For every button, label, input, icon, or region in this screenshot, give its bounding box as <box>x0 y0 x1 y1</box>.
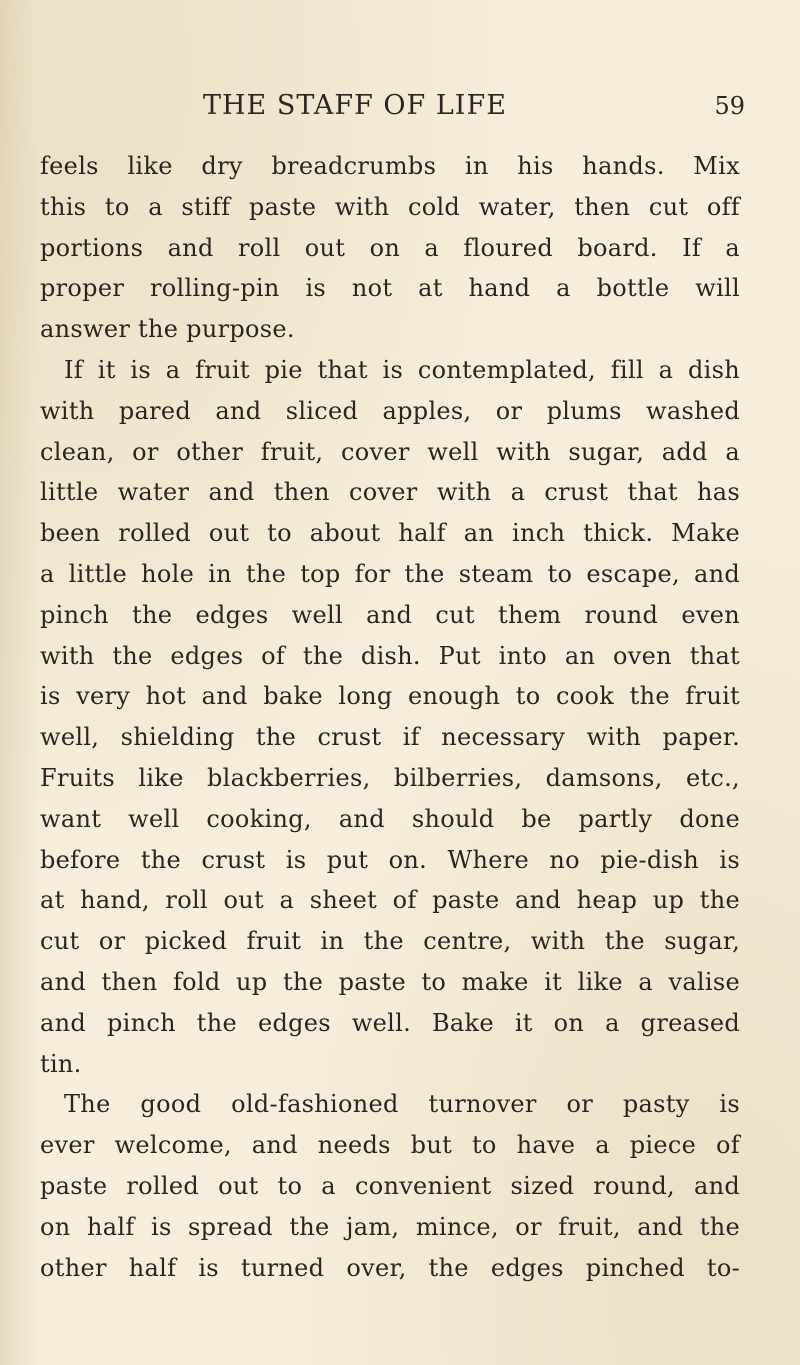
text-line: feels like dry breadcrumbs in his hands. Mix <box>40 152 740 180</box>
text-line: with pared and sliced apples, or plums washed <box>40 396 740 425</box>
page-number: 59 <box>714 92 745 120</box>
text-line: and then fold up the paste to make it like a valise <box>40 967 740 996</box>
text-line: at hand, roll out a sheet of paste and heap up the <box>40 886 740 915</box>
paragraph-start-line: If it is a fruit pie that is contemplated, fill a dish <box>64 355 740 384</box>
text-line: this to a stiff paste with cold water, then cut off <box>40 192 740 221</box>
text-line: clean, or other fruit, cover well with sugar, add a <box>40 437 740 466</box>
text-line: proper rolling-pin is not at hand a bottle will <box>40 274 740 303</box>
body-text <box>40 146 740 1288</box>
text-line: Fruits like blackberries, bilberries, damsons, etc., <box>40 763 740 792</box>
running-title: THE STAFF OF LIFE <box>203 90 507 121</box>
text-line: a little hole in the top for the steam to escape, and <box>40 559 740 588</box>
text-line: cut or picked fruit in the centre, with the sugar, <box>40 927 740 956</box>
text-line: ever welcome, and needs but to have a piece of <box>40 1131 740 1160</box>
text-line: little water and then cover with a crust that has <box>40 478 740 507</box>
text-line: before the crust is put on. Where no pie-dish is <box>40 845 740 874</box>
text-line: and pinch the edges well. Bake it on a greased <box>40 1008 740 1037</box>
text-line: on half is spread the jam, mince, or fruit, and the <box>40 1212 740 1241</box>
text-line: other half is turned over, the edges pinched to- <box>40 1253 740 1282</box>
text-line: answer the purpose. <box>40 315 295 344</box>
text-line: well, shielding the crust if necessary with paper. <box>40 723 740 752</box>
text-line: been rolled out to about half an inch thick. Make <box>40 519 740 548</box>
text-line: with the edges of the dish. Put into an oven that <box>40 641 740 670</box>
text-line: pinch the edges well and cut them round even <box>40 600 740 629</box>
text-line: want well cooking, and should be partly done <box>40 804 740 833</box>
text-line: tin. <box>40 1049 82 1078</box>
running-head <box>203 90 743 130</box>
text-line: is very hot and bake long enough to cook the fruit <box>40 682 740 711</box>
text-line: paste rolled out to a convenient sized round, and <box>40 1171 740 1200</box>
text-line: portions and roll out on a floured board. If a <box>40 233 740 262</box>
paragraph-start-line: The good old-fashioned turnover or pasty is <box>64 1090 740 1119</box>
